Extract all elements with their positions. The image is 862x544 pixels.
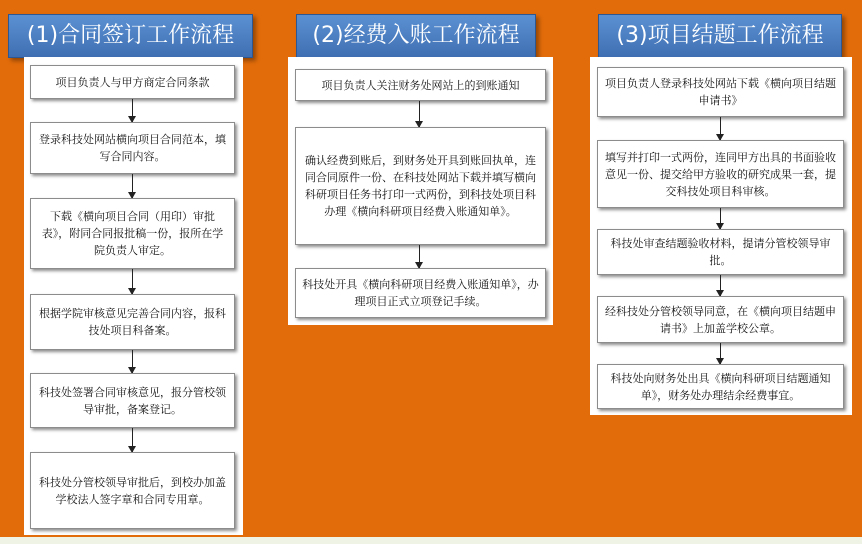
funding-arrow-2 [419, 245, 420, 268]
funding-arrow-1 [419, 101, 420, 127]
contract-arrow-1 [132, 99, 133, 122]
funding-step-1: 项目负责人关注财务处网站上的到账通知 [295, 69, 546, 101]
closure-step-2: 填写并打印一式两份，连同甲方出具的书面验收意见一份、提交给甲方验收的研究成果一套，提交科技处项目科审核。 [597, 140, 844, 208]
contract-signing-title: (1)合同签订工作流程 [8, 14, 253, 58]
contract-step-2: 登录科技处网站横向项目合同范本，填写合同内容。 [30, 122, 235, 174]
funding-entry-title: (2)经费入账工作流程 [296, 14, 536, 58]
funding-entry-flow [288, 57, 553, 325]
closure-arrow-2 [720, 208, 721, 229]
contract-arrow-5 [132, 428, 133, 452]
project-closure-flow [590, 57, 852, 415]
contract-arrow-2 [132, 174, 133, 198]
contract-step-1: 项目负责人与甲方商定合同条款 [30, 65, 235, 99]
contract-step-4: 根据学院审核意见完善合同内容，报科技处项目科备案。 [30, 294, 235, 350]
closure-step-4: 经科技处分管校领导同意，在《横向项目结题申请书》上加盖学校公章。 [597, 296, 844, 343]
project-closure-title: (3)项目结题工作流程 [598, 14, 842, 58]
closure-step-1: 项目负责人登录科技处网站下载《横向项目结题申请书》 [597, 67, 844, 117]
closure-step-3: 科技处审查结题验收材料，提请分管校领导审批。 [597, 229, 844, 275]
contract-step-6: 科技处分管校领导审批后，到校办加盖学校法人签字章和合同专用章。 [30, 452, 235, 529]
closure-arrow-4 [720, 343, 721, 364]
closure-arrow-3 [720, 275, 721, 296]
closure-step-5: 科技处向财务处出具《横向科研项目结题通知单》，财务处办理结余经费事宜。 [597, 364, 844, 409]
contract-arrow-3 [132, 269, 133, 294]
contract-signing-flow [24, 57, 243, 535]
closure-arrow-1 [720, 117, 721, 140]
contract-arrow-4 [132, 350, 133, 373]
bottom-strip [0, 537, 862, 544]
funding-step-2: 确认经费到账后，到财务处开具到账回执单，连同合同原件一份、在科技处网站下载并填写横向科研项目任务书打印一式两份，到科技处项目科办理《横向科研项目经费入账通知单》。 [295, 127, 546, 245]
contract-step-3: 下载《横向项目合同（用印）审批表》，附同合同报批稿一份，报所在学院负责人审定。 [30, 198, 235, 269]
contract-step-5: 科技处签署合同审核意见，报分管校领导审批，备案登记。 [30, 373, 235, 428]
funding-step-3: 科技处开具《横向科研项目经费入账通知单》，办理项目正式立项登记手续。 [295, 268, 546, 318]
